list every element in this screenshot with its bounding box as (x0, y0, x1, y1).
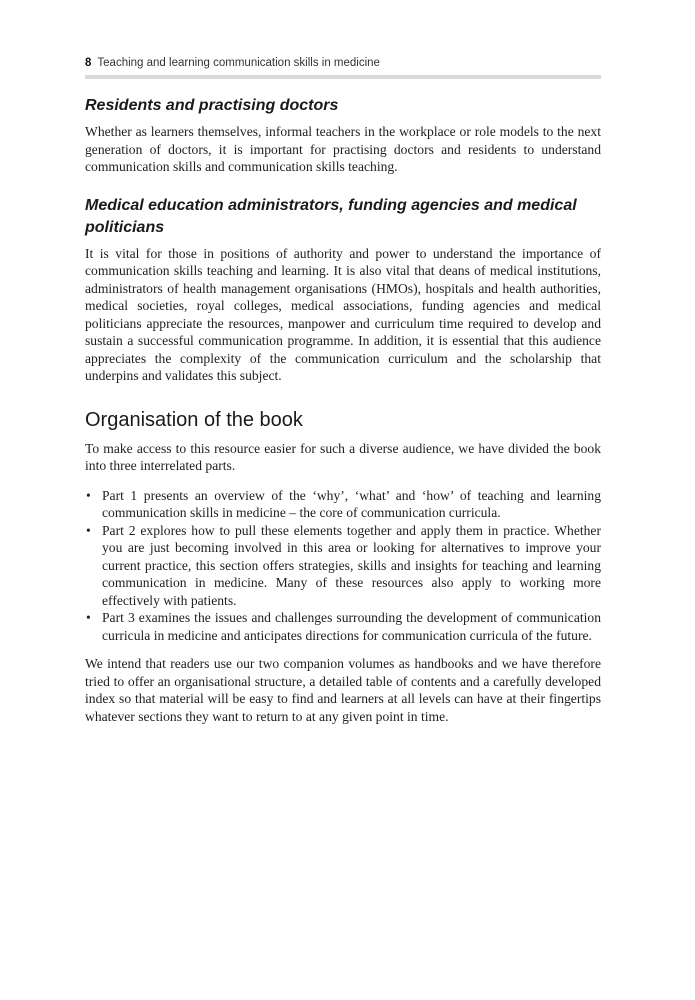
part-description: presents an overview of the ‘why’, ‘what’ and ‘how’ of teaching and learning communication skills in medicine – the core of communication curricula. (102, 487, 602, 520)
administrators-paragraph: It is vital for those in positions of authority and power to understand the importance of communication skills teaching and learning. It is also vital that deans of medical institutions, administrators of health management organisations (HMOs), hospitals and health authorities, medical societies, royal colleges, medical associations, funding agencies and medical politicians appreciate the resources, manpower and curriculum time required to develop and sustain a successful communication programme. In addition, it is essential that this audience appreciates the complexity of the communication curriculum and the scholarship that underpins and validates this subject. (85, 245, 601, 383)
part-description: examines the issues and challenges surrounding the development of communication curricula in medicine and anticipates directions for communication curricula of the future. (102, 610, 602, 643)
part-label: Part 3 (102, 610, 135, 625)
parts-list (85, 487, 601, 645)
part-label: Part 2 (102, 522, 136, 538)
header-rule (85, 75, 601, 79)
organisation-heading: Organisation of the book (85, 408, 303, 431)
list-item-part-2 (85, 522, 601, 610)
organisation-intro: To make access to this resource easier for such a diverse audience, we have divided the book into three interrelated parts. (85, 440, 601, 473)
bullet-icon: • (86, 522, 91, 538)
page (85, 52, 601, 725)
bullet-icon: • (86, 610, 91, 625)
list-item-part-3 (85, 609, 601, 644)
list-item-part-1 (85, 487, 601, 522)
administrators-heading: Medical education administrators, funding agencies and medical politicians (85, 196, 577, 236)
organisation-closing-paragraph: We intend that readers use our two companion volumes as handbooks and we have therefore tried to offer an organisational structure, a detailed table of contents and a carefully developed index so that material will be easy to find and learners at all levels can have at their fingertips whatever sections they want to return to at any given point in time. (85, 656, 601, 724)
part-description: explores how to pull these elements together and apply them in practice. Whether you are just becoming involved in this area or looking for alternatives to improve your current practice, this section offers strategies, skills and insights for teaching and learning communication in medicine. Many of these resources also apply to working more effectively with patients. (102, 522, 601, 608)
page-number: 8 (85, 57, 92, 69)
part-label: Part 1 (102, 487, 138, 503)
bullet-icon: • (86, 487, 91, 503)
residents-paragraph: Whether as learners themselves, informal teachers in the workplace or role models to the next generation of doctors, it is important for practising doctors and residents to understand communication skills and communication skills teaching. (85, 124, 601, 174)
running-head-title: Teaching and learning communication skills in medicine (97, 57, 380, 69)
residents-heading: Residents and practising doctors (85, 97, 339, 114)
running-head (85, 52, 601, 74)
